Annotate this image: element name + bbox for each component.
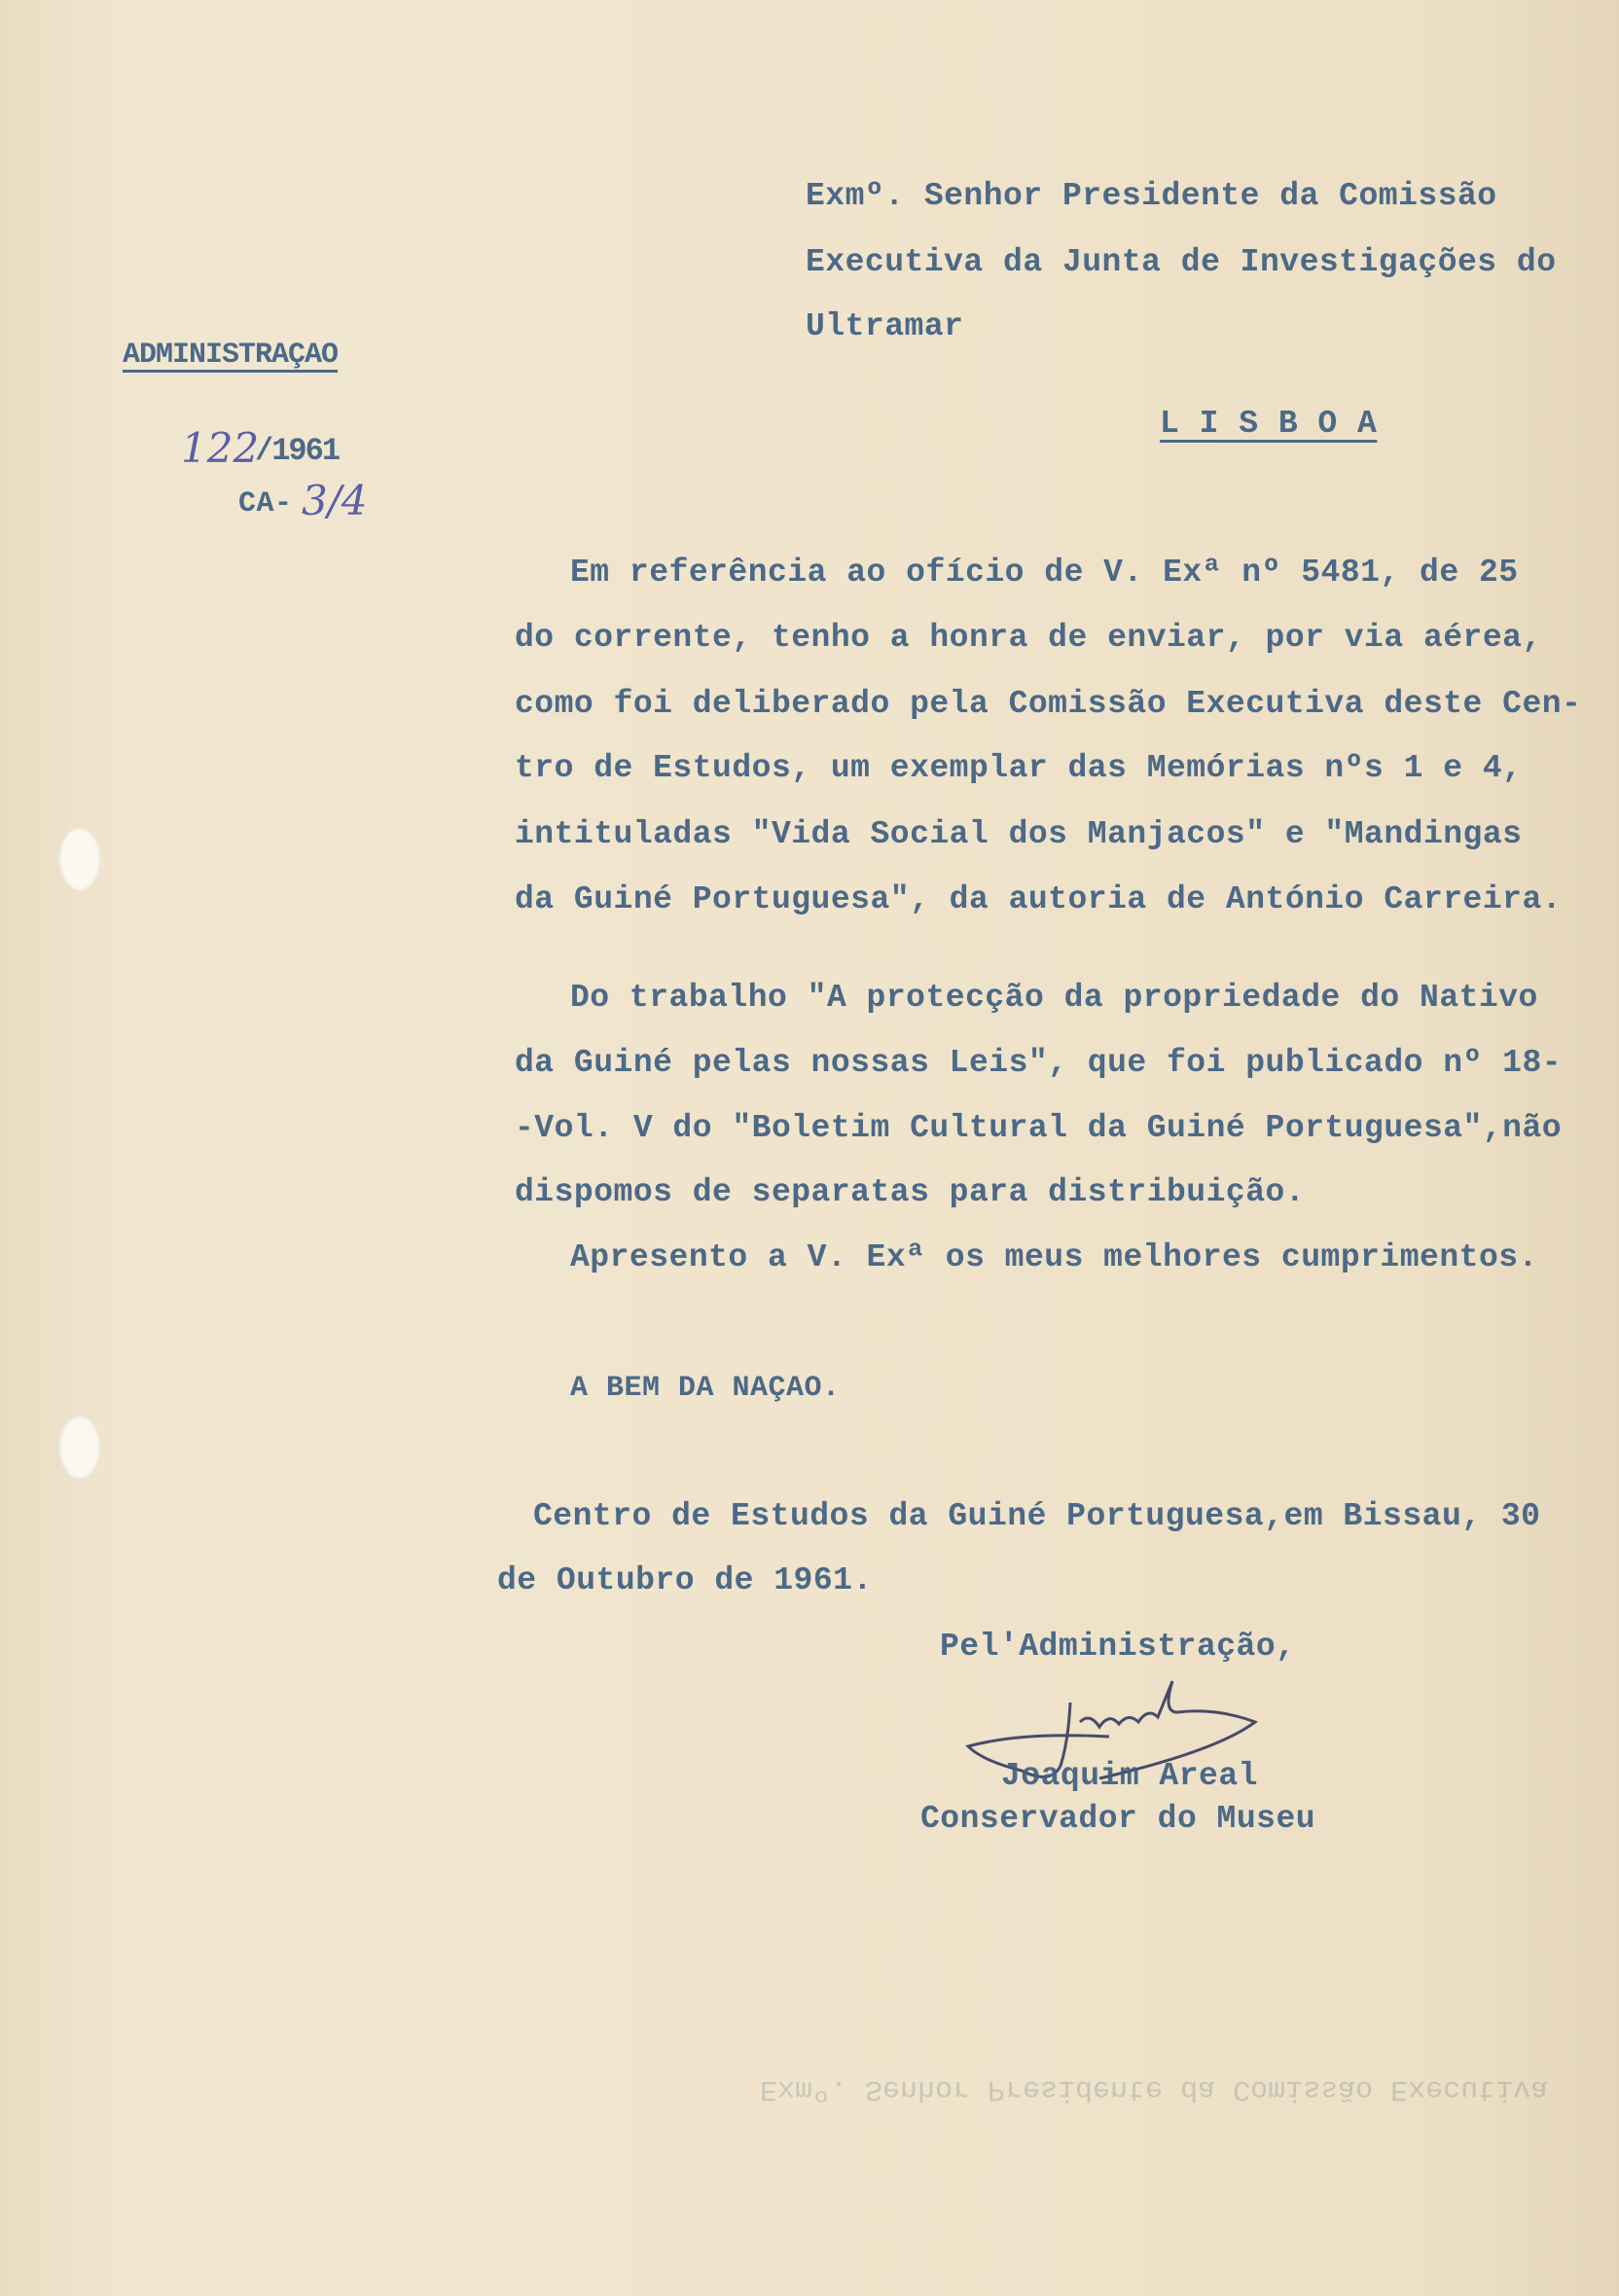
body-line: como foi deliberado pela Comissão Executiva deste Cen- xyxy=(515,686,1582,722)
signatory-name: Joaquim Areal xyxy=(1001,1758,1258,1794)
body-line: -Vol. V do "Boletim Cultural da Guiné Portuguesa",não xyxy=(515,1110,1563,1146)
closing-line: Apresento a V. Exª os meus melhores cumprimentos. xyxy=(570,1239,1538,1275)
on-behalf-line: Pel'Administração, xyxy=(940,1629,1296,1665)
sender-department: ADMINISTRAÇAO xyxy=(123,339,339,372)
body-line: intituladas "Vida Social dos Manjacos" e "Mandingas xyxy=(515,816,1523,852)
addressee-city: L I S B O A xyxy=(1160,406,1378,442)
body-line: da Guiné Portuguesa", da autoria de António Carreira. xyxy=(515,881,1563,917)
addressee-line: Executiva da Junta de Investigações do xyxy=(806,244,1557,280)
body-line: dispomos de separatas para distribuição. xyxy=(515,1174,1306,1210)
punch-hole xyxy=(58,1416,101,1480)
show-through-text: Exmº. Senhor Presidente da Comissão Executiva xyxy=(760,2072,1549,2105)
body-line: tro de Estudos, um exemplar das Memórias nºs 1 e 4, xyxy=(515,750,1523,786)
reference-code-prefix: CA- xyxy=(238,487,293,520)
motto: A BEM DA NAÇAO. xyxy=(570,1372,841,1405)
body-line: do corrente, tenho a honra de enviar, por via aérea, xyxy=(515,620,1542,656)
body-line: da Guiné pelas nossas Leis", que foi publicado nº 18- xyxy=(515,1045,1563,1081)
reference-year: /1961 xyxy=(255,433,340,469)
body-line: Do trabalho "A protecção da propriedade do Nativo xyxy=(570,980,1538,1016)
addressee-line: Exmº. Senhor Presidente da Comissão xyxy=(806,178,1497,214)
handwritten-number: 122 xyxy=(181,424,260,472)
addressee-line: Ultramar xyxy=(806,308,964,344)
handwritten-code: 3/4 xyxy=(302,477,368,524)
body-line: Em referência ao ofício de V. Exª nº 5481, de 25 xyxy=(570,555,1519,591)
signatory-title: Conservador do Museu xyxy=(920,1801,1316,1837)
place-date-line: de Outubro de 1961. xyxy=(497,1562,873,1598)
punch-hole xyxy=(58,827,101,891)
place-date-line: Centro de Estudos da Guiné Portuguesa,em Bissau, 30 xyxy=(533,1498,1541,1534)
